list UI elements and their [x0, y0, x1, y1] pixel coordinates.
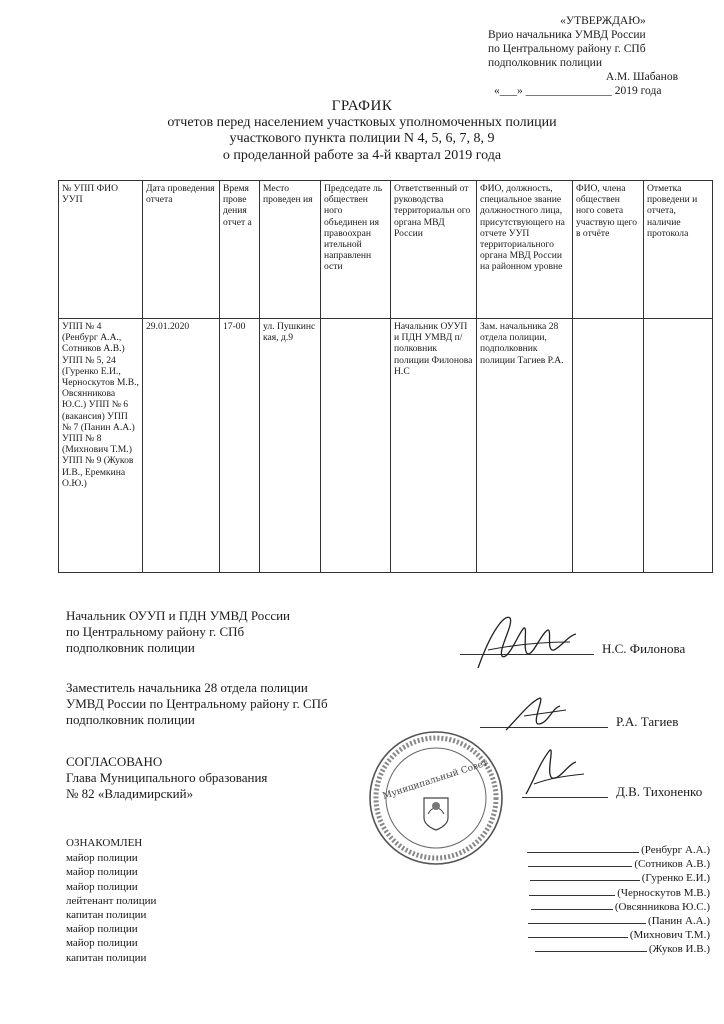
cell-official: Зам. начальника 28 отдела полиции, подполковник полиции Тагиев Р.А.: [477, 319, 573, 573]
ack-name: (Гуренко Е.И.): [641, 872, 710, 885]
signature-line: [530, 871, 640, 881]
rank-item: капитан полиции: [66, 909, 147, 922]
schedule-table: [58, 180, 713, 573]
cell-time: 17-00: [220, 319, 260, 573]
signer-position: УМВД России по Центральному району г. СПб: [66, 696, 328, 711]
approval-heading: «УТВЕРЖДАЮ»: [560, 15, 646, 27]
document-title: [0, 98, 724, 164]
signature-line: [535, 942, 647, 952]
handwritten-signature-tagiev: [496, 692, 596, 736]
rank-item: капитан полиции: [66, 951, 147, 964]
acknowledged-heading: ОЗНАКОМЛЕН: [66, 837, 143, 849]
signer-rank: подполковник полиции: [66, 712, 195, 727]
title-main: ГРАФИК: [331, 98, 393, 114]
ack-name: (Овсянникова Ю.С.): [614, 900, 710, 913]
cell-date: 29.01.2020: [143, 319, 220, 573]
column-header: Отметка проведени и отчета, наличие протокола: [644, 181, 713, 319]
cell-place: ул. Пушкинс кая, д.9: [260, 319, 321, 573]
signer-position: Начальник ОУУП и ПДН УМВД России: [66, 608, 291, 623]
signature-line: [529, 886, 615, 896]
agreed-heading: СОГЛАСОВАНО: [66, 754, 163, 769]
title-line: участкового пункта полиции N 4, 5, 6, 7, 8, 9: [229, 131, 495, 146]
title-line: отчетов перед населением участковых уполномоченных полиции: [167, 114, 557, 130]
column-header: № УПП ФИО УУП: [59, 181, 143, 319]
acknowledged-block: [66, 836, 156, 965]
official-stamp: [366, 728, 506, 868]
cell-upp: УПП № 4 (Ренбург А.А., Сотников А.В.) УПП № 5, 24 (Гуренко Е.И., Черноскутов М.В., Овсянникова Ю.С.) УПП № 6 (вакансия) УПП № 7 (Панин А.А.) УПП № 8 (Михнович Т.М.) УПП № 9 (Жуков И.В., Еремкина О.Ю.): [59, 319, 143, 573]
ack-name: (Ренбург А.А.): [641, 844, 710, 856]
signer-name: Н.С. Филонова: [602, 641, 686, 656]
rank-item: майор полиции: [66, 866, 138, 879]
signature-block-filonova: [66, 608, 290, 656]
signature-block-tagiev: [66, 680, 328, 728]
approval-line: подполковник полиции: [488, 57, 602, 69]
rank-item: майор полиции: [66, 923, 138, 936]
rank-item: майор полиции: [66, 937, 138, 950]
signature-line: [527, 843, 639, 853]
approval-date: «___» _______________ 2019 года: [494, 85, 662, 97]
approval-line: Врио начальника УМВД России: [488, 29, 646, 41]
ack-name: (Черноскутов М.В.): [617, 886, 710, 899]
signer-position: по Центральному району г. СПб: [66, 624, 245, 639]
signer-name: Р.А. Тагиев: [616, 714, 679, 729]
approval-block: [488, 14, 718, 98]
column-header: Председате ль обществен ного объединен ия правоохран ительной направленн ости: [321, 181, 391, 319]
column-header: ФИО, должность, специальное звание должностного лица, присутствующего на отчете УУП территориального органа МВД России на районном уровне: [477, 181, 573, 319]
approval-name: А.М. Шабанов: [605, 71, 678, 83]
rank-item: майор полиции: [66, 880, 138, 893]
column-header: Время прове дения отчет а: [220, 181, 260, 319]
signature-block-tikhonenko: [66, 754, 267, 802]
title-line: о проделанной работе за 4-й квартал 2019 года: [222, 147, 502, 163]
table-row: [59, 319, 713, 573]
signer-name: Д.В. Тихоненко: [616, 784, 703, 799]
cell-council: [573, 319, 644, 573]
handwritten-signature-filonova: [458, 606, 588, 676]
column-header: Место проведен ия: [260, 181, 321, 319]
ack-name: (Сотников А.В.): [634, 858, 710, 871]
cell-chair: [321, 319, 391, 573]
ack-name: (Жуков И.В.): [648, 943, 710, 956]
table-header-row: [59, 181, 713, 319]
signature-line: [528, 928, 628, 938]
cell-responsible: Начальник ОУУП и ПДН УМВД п/полковник полиции Филонова Н.С: [391, 319, 477, 573]
column-header: ФИО, члена обществен ного совета участвую щего в отчёте: [573, 181, 644, 319]
approval-line: по Центральному району г. СПб: [488, 43, 646, 55]
ack-name: (Панин А.А.): [648, 915, 710, 928]
signer-position: № 82 «Владимирский»: [66, 786, 194, 801]
stamp-center-text: Муниципальный Совет: [381, 758, 490, 802]
signer-position: Глава Муниципального образования: [66, 770, 268, 785]
signer-rank: подполковник полиции: [66, 640, 195, 655]
ack-name: (Михнович Т.М.): [629, 929, 710, 942]
signature-line: [528, 857, 632, 867]
signature-line: [531, 900, 613, 910]
acknowledged-signatures: [527, 843, 710, 957]
column-header: Дата проведения отчета: [143, 181, 220, 319]
handwritten-signature-tikhonenko: [510, 744, 600, 800]
rank-item: майор полиции: [66, 852, 138, 865]
column-header: Ответственный от руководства территориальн ого органа МВД России: [391, 181, 477, 319]
signer-position: Заместитель начальника 28 отдела полиции: [66, 680, 308, 695]
rank-item: лейтенант полиции: [66, 894, 157, 907]
cell-mark: [644, 319, 713, 573]
signature-line: [528, 914, 646, 924]
